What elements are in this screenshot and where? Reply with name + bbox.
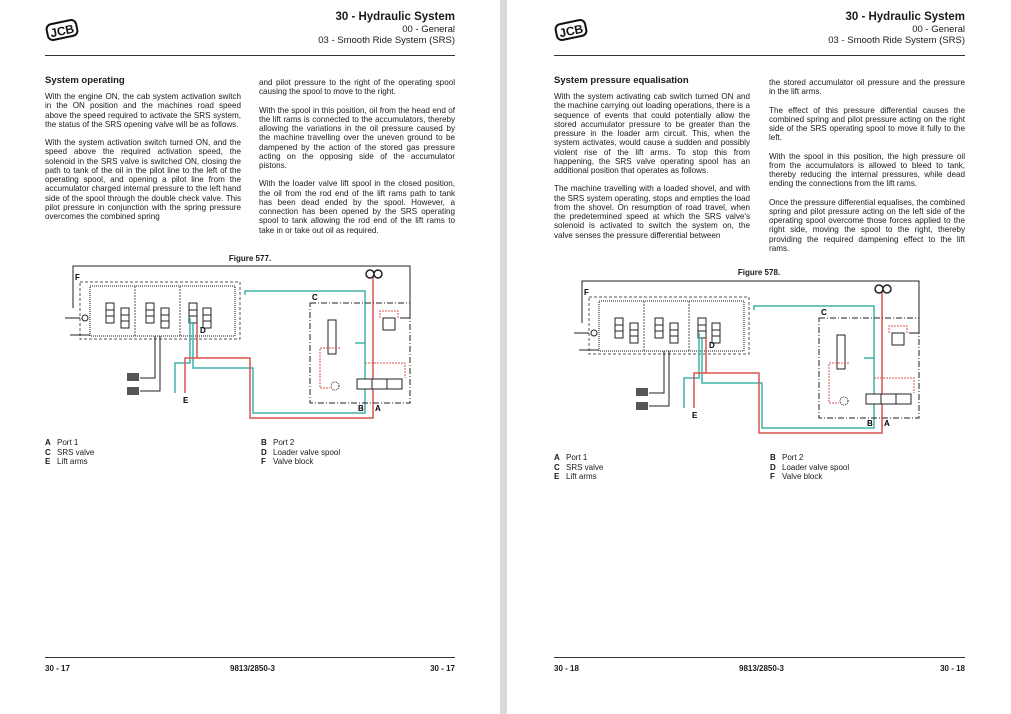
- jcb-logo: [45, 18, 79, 42]
- header-title: 30 - Hydraulic System: [335, 11, 455, 23]
- paragraph: With the loader valve lift spool in the closed position, the oil from the rod end of the lift rams path to tank has been dead ended by the spool. However, a connection has been opened by the SRS operating spool to tank allowing the rod end of the lift rams to take in or take out oil as required.: [259, 179, 455, 235]
- legend-key: A: [554, 453, 560, 462]
- legend-key: F: [770, 472, 775, 481]
- legend-item: [770, 463, 849, 473]
- diagram-label-b: B: [358, 404, 364, 413]
- header-rule: [45, 55, 455, 56]
- footer-doc-number: 9813/2850-3: [230, 664, 275, 673]
- legend-item: [261, 448, 340, 458]
- legend-item: [261, 438, 340, 448]
- paragraph: The effect of this pressure differential causes the combined spring and pilot pressure acting on the right side of the SRS operating spool to move it fully to the left.: [769, 105, 965, 143]
- header-section: 00 - General: [402, 24, 455, 35]
- page-header: [828, 10, 965, 46]
- header-rule: [554, 55, 965, 56]
- legend-label: Lift arms: [57, 457, 88, 466]
- paragraph: Once the pressure differential equalises, the combined spring and pilot pressure acting on the left side of the operating spool overcome those forces applied to the right side, moving the spool to the right, thereby providing the required dampening effect to the lift rams.: [769, 197, 965, 253]
- legend-label: Loader valve spool: [782, 462, 850, 472]
- paragraph: With the spool in this position, the high pressure oil from the accumulators is allowed to bleed to tank, thereby reducing the internal pressures, while dead ending the connections from the lift rams.: [769, 151, 965, 189]
- text-column-left: [45, 75, 241, 230]
- hydraulic-diagram: [65, 263, 415, 428]
- footer-rule: [554, 657, 965, 658]
- legend-key: A: [45, 438, 51, 447]
- legend-key: B: [770, 453, 776, 462]
- legend-item: [770, 472, 849, 482]
- paragraph: With the system activating cab switch turned ON and the machine carrying out loading operations, there is a sequence of events that could potentially allow the stored accumulator pressure to be greater than the pressure in the loader arm circuit. This, when the system activates, would cause a sudden and possibly violent rise of the lift arms. To stop this from happening, the SRS valve operating spool has an additional position that operates as follows.: [554, 92, 750, 175]
- footer-page-right: 30 - 17: [430, 664, 455, 673]
- diagram-label-f: F: [584, 288, 589, 297]
- figure-legend: [261, 438, 340, 467]
- diagram-label-e: E: [183, 396, 189, 405]
- hydraulic-diagram: [574, 278, 924, 443]
- legend-key: C: [45, 447, 51, 457]
- legend-label: SRS valve: [566, 462, 604, 472]
- legend-item: [554, 453, 603, 463]
- footer-page-left: 30 - 18: [554, 664, 579, 673]
- legend-label: Lift arms: [566, 472, 597, 481]
- paragraph: the stored accumulator oil pressure and the pressure in the lift arms.: [769, 78, 965, 97]
- legend-item: [554, 463, 603, 473]
- diagram-label-e: E: [692, 411, 698, 420]
- legend-key: E: [554, 472, 560, 481]
- diagram-label-a: A: [884, 419, 890, 428]
- legend-label: Valve block: [273, 457, 314, 466]
- legend-item: [45, 438, 94, 448]
- header-section: 00 - General: [912, 24, 965, 35]
- footer-page-left: 30 - 17: [45, 664, 70, 673]
- legend-label: Loader valve spool: [273, 447, 341, 457]
- figure-legend: [770, 453, 849, 482]
- legend-label: Port 2: [782, 453, 804, 462]
- figure-caption: Figure 578.: [737, 268, 781, 277]
- text-column-right: [769, 78, 965, 262]
- legend-key: D: [770, 462, 776, 472]
- legend-item: [261, 457, 340, 467]
- legend-label: Port 1: [566, 453, 588, 462]
- diagram-label-b: B: [867, 419, 873, 428]
- legend-label: Port 2: [273, 438, 295, 447]
- paragraph: The machine travelling with a loaded shovel, and with the SRS system operating, stops and empties the load from the shovel. On resumption of road travel, when the predetermined speed at which the SRS valve's solenoid is activated to switch the system on, the valve senses the pressure differential between: [554, 184, 750, 240]
- paragraph: With the system activation switch turned ON, and the speed above the required activation speed, the solenoid in the SRS valve is switched ON, closing the path to tank of the oil in the pilot line to the left of the operating spool, and opening a pilot line from the accumulator charged internal pressure to the left hand side of the spool through the double check valve. This pilot pressure in conjunction with the spring pressure overcomes the combined spring: [45, 138, 241, 221]
- legend-item: [45, 448, 94, 458]
- diagram-label-c: C: [312, 293, 318, 302]
- figure-legend: [45, 438, 94, 467]
- page-header: [318, 10, 455, 46]
- footer-rule: [45, 657, 455, 658]
- legend-item: [770, 453, 849, 463]
- paragraph: and pilot pressure to the right of the operating spool causing the spool to move to the right.: [259, 78, 455, 97]
- legend-label: SRS valve: [57, 447, 95, 457]
- legend-label: Port 1: [57, 438, 79, 447]
- legend-item: [45, 457, 94, 467]
- paragraph: With the spool in this position, oil from the head end of the lift rams is connected to the accumulators, thereby allowing the variations in the oil pressure caused by the machine travelling over the uneven ground to be dampened by the action of the stored gas pressure acting on the opposing side of the accumulator pistons.: [259, 105, 455, 170]
- section-heading: System pressure equalisation: [554, 75, 689, 86]
- diagram-label-a: A: [375, 404, 381, 413]
- legend-key: E: [45, 457, 51, 466]
- page-right: [507, 0, 1011, 714]
- diagram-label-d: D: [200, 326, 206, 335]
- legend-key: D: [261, 447, 267, 457]
- footer-doc-number: 9813/2850-3: [739, 664, 784, 673]
- jcb-logo: [554, 18, 588, 42]
- legend-key: B: [261, 438, 267, 447]
- legend-key: C: [554, 462, 560, 472]
- header-title: 30 - Hydraulic System: [845, 11, 965, 23]
- diagram-label-c: C: [821, 308, 827, 317]
- legend-key: F: [261, 457, 266, 466]
- legend-label: Valve block: [782, 472, 823, 481]
- legend-item: [554, 472, 603, 482]
- figure-legend: [554, 453, 603, 482]
- text-column-left: [554, 75, 750, 249]
- figure-caption: Figure 577.: [228, 254, 272, 263]
- svg-text:JCB: JCB: [558, 21, 585, 41]
- header-subsection: 03 - Smooth Ride System (SRS): [318, 35, 455, 46]
- paragraph: With the engine ON, the cab system activation switch in the ON position and the machines road speed above the speed required to activate the SRS system, the status of the SRS opening valve will be as follows.: [45, 92, 241, 129]
- section-heading: System operating: [45, 75, 125, 86]
- diagram-label-d: D: [709, 341, 715, 350]
- diagram-label-f: F: [75, 273, 80, 282]
- text-column-right: [259, 78, 455, 244]
- page-left: [0, 0, 500, 714]
- svg-text:JCB: JCB: [49, 21, 76, 41]
- header-subsection: 03 - Smooth Ride System (SRS): [828, 35, 965, 46]
- footer-page-right: 30 - 18: [940, 664, 965, 673]
